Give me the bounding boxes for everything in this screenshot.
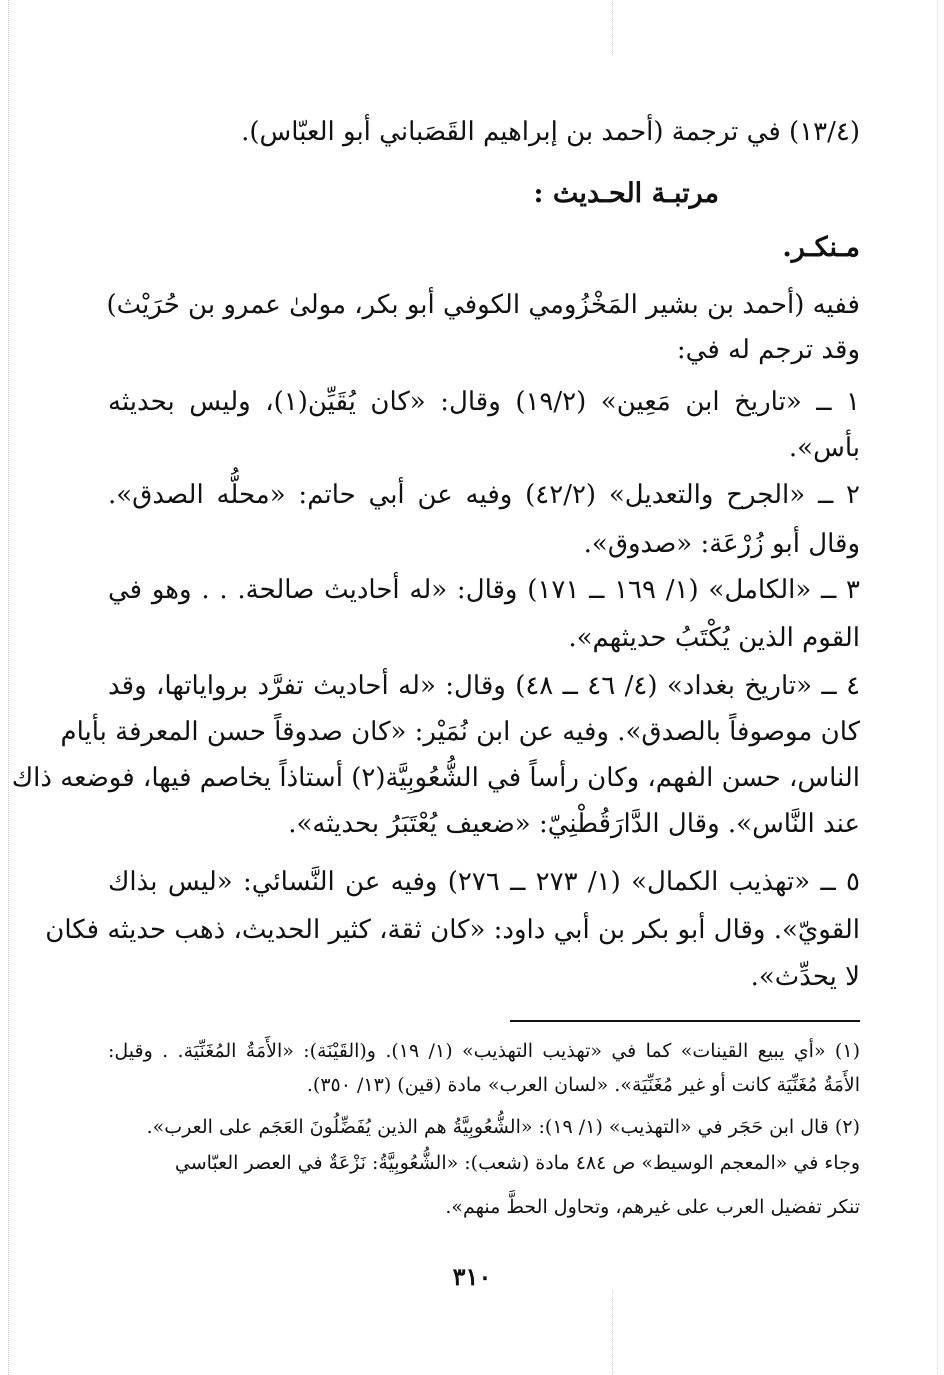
scan-fold-bottom: [612, 1290, 613, 1375]
paragraph-line: عند النَّاس». وقال الدَّارَقُطْنِيّ: «ضعيف يُعْتَبَرُ بحديثه».: [288, 809, 860, 839]
intro-reference-line: (١٣/٤) في ترجمة (أحمد بن إبراهيم القَصَباني أبو العبّاس).: [241, 117, 860, 147]
paragraph-line: لا يحدِّث».: [750, 962, 860, 992]
footnote-line: وجاء في «المعجم الوسيط» ص ٤٨٤ مادة (شعب): «الشُّعُوبِيَّةُ: نَزْعَةٌ في العصر العبّاسي: [174, 1152, 860, 1174]
paragraph-line: الناس، حسن الفهم، وكان رأساً في الشُّعُوبِيَّة(٢) أستاذاً يخاصم فيها، فوضعه ذاك: [11, 763, 860, 793]
footnote-line: (٢) قال ابن حَجَر في «التهذيب» (١/ ١٩): «الشُّعُوبِيَّةُ هم الذين يُفَضِّلُونَ العَجَم على العرب».: [146, 1116, 860, 1138]
paragraph-line: ٥ ــ «تهذيب الكمال» (١/ ٢٧٣ ــ ٢٧٦) وفيه عن النَّسائي: «ليس بذاك: [108, 867, 861, 897]
footnote-separator: [510, 1020, 860, 1022]
paragraph-line: وقال أبو زُرْعَة: «صدوق».: [583, 529, 860, 559]
footnote-line: (١) «أي يبيع القينات» كما في «تهذيب التهذيب» (١/ ١٩). و(القَيْنَة): «الأَمَةُ المُغَنِّيَة. . وقيل:: [108, 1040, 860, 1062]
paragraph-line: ففيه (أحمد بن بشير المَخْزُومي الكوفي أبو بكر، مولىٰ عمرو بن حُرَيْث): [106, 290, 860, 320]
paragraph-line: ١ ــ «تاريخ ابن مَعِين» (١٩/٢) وقال: «كان يُقَيِّن(١)، وليس بحديثه: [108, 387, 860, 417]
paragraph-line: القويّ». وقال أبو بكر بن أبي داود: «كان ثقة، كثير الحديث، ذهب حديثه فكان: [45, 915, 860, 945]
paragraph-line: ٣ ــ «الكامل» (١/ ١٦٩ ــ ١٧١) وقال: «له أحاديث صالحة. . . وهو في: [108, 575, 861, 605]
scan-edge-left: [8, 0, 9, 1375]
scan-edge-right: [937, 0, 938, 1375]
verdict-text: مـنكـر.: [782, 232, 860, 263]
paragraph-line: ٢ ــ «الجرح والتعديل» (٤٢/٢) وفيه عن أبي حاتم: «محلُّه الصدق».: [108, 480, 860, 510]
page-number: ٣١٠: [452, 1262, 492, 1291]
scan-fold-top: [612, 0, 613, 55]
paragraph-line: القوم الذين يُكْتَبُ حديثهم».: [568, 623, 860, 653]
paragraph-line: ٤ ــ «تاريخ بغداد» (٤/ ٤٦ ــ ٤٨) وقال: «له أحاديث تفرَّد برواياتها، وقد: [108, 671, 861, 701]
paragraph-line: كان موصوفاً بالصدق». وفيه عن ابن نُمَيْر: «كان صدوقاً حسن المعرفة بأيام: [60, 717, 860, 747]
footnote-line: الأَمَةُ مُغَنِّيَة كانت أو غير مُغَنِّيَة». «لسان العرب» مادة (قين) (١٣/ ٣٥٠).: [306, 1074, 860, 1096]
paragraph-line: وقد ترجم له في:: [676, 335, 860, 365]
footnote-line: تنكر تفضيل العرب على غيرهم، وتحاول الحطَّ منهم».: [445, 1196, 860, 1218]
paragraph-line: بأس».: [788, 433, 860, 463]
section-heading: مرتبـة الحـديث :: [533, 178, 719, 209]
